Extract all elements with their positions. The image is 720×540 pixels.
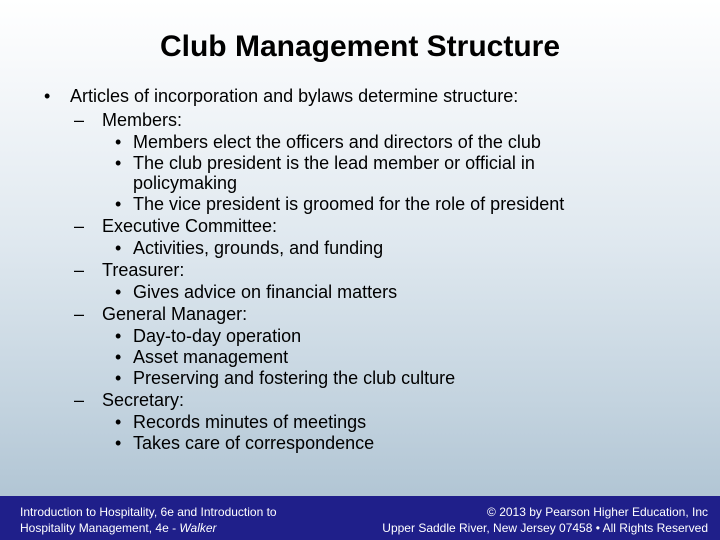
- footer-copyright: © 2013 by Pearson Higher Education, Inc: [487, 505, 708, 519]
- section-treasurer: – Treasurer:: [74, 260, 185, 280]
- list-item: • Members elect the officers and directors of the club: [115, 132, 541, 152]
- list-item: • Day-to-day operation: [115, 326, 302, 346]
- bullet-dot: •: [44, 86, 51, 106]
- section-secretary: – Secretary:: [74, 390, 185, 410]
- footer-author: Walker: [179, 521, 217, 535]
- section-label: Secretary:: [102, 390, 185, 410]
- list-item: • The vice president is groomed for the role of president: [115, 194, 565, 214]
- slide-content: [40, 86, 700, 453]
- section-label: General Manager:: [102, 304, 248, 324]
- list-item: • Activities, grounds, and funding: [115, 238, 384, 258]
- list-item: • Records minutes of meetings: [115, 412, 367, 432]
- footer-right: [382, 504, 708, 536]
- section-executive-committee: – Executive Committee:: [74, 216, 278, 236]
- footer-rights: Upper Saddle River, New Jersey 07458 • All Rights Reserved: [382, 521, 708, 535]
- list-item: • Asset management: [115, 347, 289, 367]
- section-label: Members:: [102, 110, 183, 130]
- section-general-manager: – General Manager:: [74, 304, 248, 324]
- section-label: Treasurer:: [102, 260, 185, 280]
- bullet-main: [40, 86, 700, 107]
- footer-book-title: Introduction to Hospitality, 6e and Introduction to: [20, 505, 277, 519]
- bullet-main-text: Articles of incorporation and bylaws determine structure:: [70, 86, 519, 106]
- footer-book-title-2: Hospitality Management, 4e -: [20, 521, 177, 535]
- footer-left: [20, 504, 277, 536]
- section-label: Executive Committee:: [102, 216, 278, 236]
- list-item: • Takes care of correspondence: [115, 433, 375, 453]
- footer-bar: [0, 496, 720, 540]
- list-item: • Gives advice on financial matters: [115, 282, 398, 302]
- list-item: • Preserving and fostering the club culture: [115, 368, 456, 388]
- section-members: – Members:: [74, 110, 183, 130]
- slide-title: Club Management Structure: [159, 30, 561, 63]
- list-item: • The club president is the lead member or official in policymaking: [115, 153, 535, 193]
